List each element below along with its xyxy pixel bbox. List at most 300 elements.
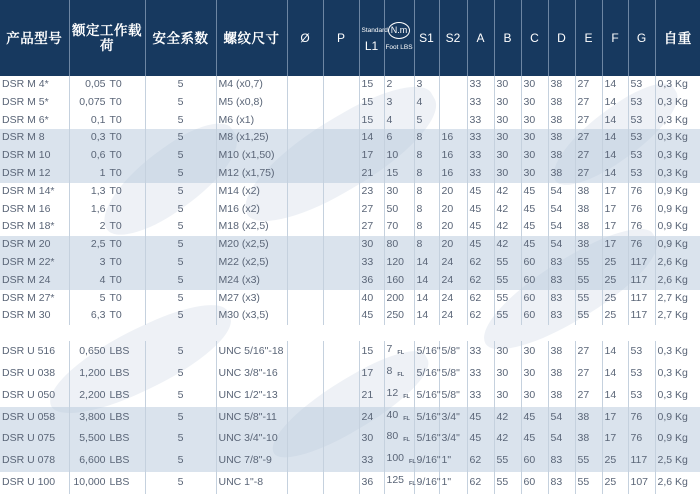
cell-f: 17 — [602, 236, 628, 254]
cell-diameter — [287, 307, 323, 325]
load-value: 0,075 — [79, 95, 106, 108]
cell-d: 83 — [548, 472, 575, 494]
col-load: 额定工作载荷 — [69, 0, 145, 76]
load-unit: T0 — [109, 291, 122, 304]
cell-torque — [384, 147, 414, 165]
table-row — [0, 236, 700, 254]
cell-f: 25 — [602, 272, 628, 290]
cell-p — [323, 147, 359, 165]
cell-p — [323, 472, 359, 494]
cell-p — [323, 94, 359, 112]
cell-a: 62 — [467, 254, 494, 272]
cell-thread: UNC 5/8"-11 — [216, 407, 287, 429]
cell-s2: 24 — [439, 254, 467, 272]
torque-value: 100 — [386, 452, 405, 465]
col-f: F — [602, 0, 628, 76]
cell-c: 60 — [521, 450, 548, 472]
col-weight: 自重 — [655, 0, 700, 76]
fl-mark: FL — [403, 437, 410, 444]
cell-a: 33 — [467, 385, 494, 407]
cell-load — [69, 363, 145, 385]
cell-thread: UNC 3/4"-10 — [216, 428, 287, 450]
cell-l1: 33 — [359, 254, 384, 272]
fl-mark: FL — [403, 393, 410, 400]
fl-mark: FL — [403, 415, 410, 422]
cell-d: 83 — [548, 307, 575, 325]
cell-safety: 5 — [145, 112, 216, 130]
cell-s1: 5/16" — [414, 341, 439, 363]
cell-safety: 5 — [145, 76, 216, 94]
cell-diameter — [287, 201, 323, 219]
cell-thread: M16 (x2) — [216, 201, 287, 219]
cell-p — [323, 363, 359, 385]
cell-p — [323, 183, 359, 201]
load-value: 2,200 — [79, 388, 106, 401]
cell-safety: 5 — [145, 385, 216, 407]
cell-l1: 45 — [359, 307, 384, 325]
cell-load — [69, 218, 145, 236]
cell-model: DSR U 078 — [0, 450, 69, 472]
cell-e: 38 — [575, 183, 602, 201]
cell-s2: 1" — [439, 450, 467, 472]
cell-weight: 0,9 Kg — [655, 407, 700, 429]
cell-b: 30 — [494, 129, 521, 147]
cell-b: 30 — [494, 165, 521, 183]
cell-f: 14 — [602, 112, 628, 130]
load-value: 2 — [99, 220, 106, 233]
cell-e: 38 — [575, 218, 602, 236]
col-g: G — [628, 0, 655, 76]
load-unit: LBS — [109, 366, 130, 379]
cell-diameter — [287, 165, 323, 183]
cell-a: 62 — [467, 450, 494, 472]
cell-s2: 16 — [439, 147, 467, 165]
cell-weight: 2,6 Kg — [655, 254, 700, 272]
cell-b: 30 — [494, 112, 521, 130]
cell-s1: 5 — [414, 112, 439, 130]
cell-thread: M22 (x2,5) — [216, 254, 287, 272]
load-value: 3 — [99, 255, 106, 268]
cell-load — [69, 112, 145, 130]
load-unit: T0 — [109, 309, 122, 322]
cell-d: 83 — [548, 450, 575, 472]
cell-weight: 0,3 Kg — [655, 363, 700, 385]
cell-e: 55 — [575, 290, 602, 308]
load-value: 0,05 — [85, 78, 106, 90]
table-row — [0, 428, 700, 450]
cell-f: 17 — [602, 201, 628, 219]
cell-diameter — [287, 272, 323, 290]
cell-weight: 0,3 Kg — [655, 76, 700, 94]
table-row — [0, 407, 700, 429]
cell-s1: 8 — [414, 165, 439, 183]
cell-d: 54 — [548, 407, 575, 429]
l1-standard-label: Standard — [361, 26, 388, 34]
l1-label: L1 — [364, 38, 379, 53]
torque-value: 70 — [386, 220, 399, 233]
cell-a: 62 — [467, 272, 494, 290]
cell-e: 55 — [575, 307, 602, 325]
cell-safety: 5 — [145, 165, 216, 183]
cell-g: 76 — [628, 428, 655, 450]
cell-a: 33 — [467, 112, 494, 130]
cell-load — [69, 407, 145, 429]
cell-l1: 36 — [359, 472, 384, 494]
cell-b: 55 — [494, 307, 521, 325]
cell-diameter — [287, 236, 323, 254]
cell-torque — [384, 428, 414, 450]
col-c: C — [521, 0, 548, 76]
cell-e: 27 — [575, 363, 602, 385]
cell-diameter — [287, 254, 323, 272]
cell-model: DSR M 14* — [0, 183, 69, 201]
cell-d: 38 — [548, 385, 575, 407]
cell-l1: 27 — [359, 218, 384, 236]
cell-l1: 14 — [359, 129, 384, 147]
cell-model: DSR U 038 — [0, 363, 69, 385]
table-row — [0, 94, 700, 112]
cell-s1: 8 — [414, 147, 439, 165]
torque-value: 40 — [386, 408, 399, 421]
cell-e: 27 — [575, 76, 602, 94]
cell-load — [69, 272, 145, 290]
table-row — [0, 363, 700, 385]
cell-weight: 2,5 Kg — [655, 450, 700, 472]
cell-s2: 5/8" — [439, 363, 467, 385]
cell-thread: M14 (x2) — [216, 183, 287, 201]
cell-model: DSR U 100 — [0, 472, 69, 494]
cell-a: 45 — [467, 201, 494, 219]
cell-weight: 0,3 Kg — [655, 147, 700, 165]
cell-d: 83 — [548, 290, 575, 308]
cell-s1: 4 — [414, 94, 439, 112]
cell-c: 30 — [521, 147, 548, 165]
table-row — [0, 385, 700, 407]
cell-s2: 24 — [439, 290, 467, 308]
load-unit: LBS — [109, 410, 130, 423]
cell-s1: 5/16" — [414, 428, 439, 450]
cell-safety: 5 — [145, 307, 216, 325]
cell-weight: 2,6 Kg — [655, 472, 700, 494]
load-value: 4 — [99, 273, 106, 286]
cell-diameter — [287, 290, 323, 308]
cell-safety: 5 — [145, 129, 216, 147]
cell-s2: 3/4" — [439, 428, 467, 450]
cell-thread: M8 (x1,25) — [216, 129, 287, 147]
cell-s1: 14 — [414, 254, 439, 272]
cell-e: 27 — [575, 112, 602, 130]
cell-safety: 5 — [145, 341, 216, 363]
col-a: A — [467, 0, 494, 76]
cell-g: 53 — [628, 112, 655, 130]
table-body — [0, 76, 700, 494]
cell-s1: 14 — [414, 290, 439, 308]
cell-s2: 20 — [439, 218, 467, 236]
cell-d: 38 — [548, 147, 575, 165]
load-value: 0,3 — [90, 131, 106, 144]
cell-l1: 33 — [359, 450, 384, 472]
cell-p — [323, 201, 359, 219]
load-value: 6,600 — [79, 454, 106, 467]
cell-d: 38 — [548, 341, 575, 363]
cell-f: 17 — [602, 407, 628, 429]
cell-l1: 21 — [359, 165, 384, 183]
cell-f: 14 — [602, 363, 628, 385]
table-row — [0, 183, 700, 201]
cell-thread: M4 (x0,7) — [216, 76, 287, 94]
cell-g: 53 — [628, 363, 655, 385]
cell-b: 42 — [494, 218, 521, 236]
table-row — [0, 201, 700, 219]
table-row — [0, 129, 700, 147]
cell-g: 117 — [628, 450, 655, 472]
cell-g: 53 — [628, 165, 655, 183]
cell-model: DSR M 30 — [0, 307, 69, 325]
cell-f: 25 — [602, 254, 628, 272]
cell-torque — [384, 218, 414, 236]
cell-load — [69, 341, 145, 363]
torque-value: 120 — [386, 255, 405, 268]
cell-s2: 16 — [439, 129, 467, 147]
cell-p — [323, 76, 359, 94]
torque-value: 7 — [386, 343, 393, 356]
cell-b: 55 — [494, 254, 521, 272]
cell-thread: M5 (x0,8) — [216, 94, 287, 112]
cell-thread: UNC 5/16"-18 — [216, 341, 287, 363]
table-row — [0, 450, 700, 472]
table-row — [0, 112, 700, 130]
cell-d: 38 — [548, 76, 575, 94]
cell-weight: 0,3 Kg — [655, 341, 700, 363]
cell-f: 14 — [602, 147, 628, 165]
col-model: 产品型号 — [0, 0, 69, 76]
cell-f: 25 — [602, 290, 628, 308]
cell-c: 60 — [521, 472, 548, 494]
cell-c: 45 — [521, 407, 548, 429]
cell-g: 76 — [628, 236, 655, 254]
torque-nm-icon: N.m — [388, 22, 410, 39]
cell-e: 27 — [575, 341, 602, 363]
cell-g: 117 — [628, 254, 655, 272]
cell-safety: 5 — [145, 450, 216, 472]
cell-model: DSR M 20 — [0, 236, 69, 254]
cell-safety: 5 — [145, 218, 216, 236]
cell-p — [323, 450, 359, 472]
cell-diameter — [287, 341, 323, 363]
cell-l1: 27 — [359, 201, 384, 219]
load-value: 1 — [99, 166, 106, 179]
cell-a: 62 — [467, 472, 494, 494]
cell-model: DSR U 516 — [0, 341, 69, 363]
cell-g: 117 — [628, 307, 655, 325]
cell-e: 55 — [575, 472, 602, 494]
cell-s2 — [439, 94, 467, 112]
cell-s2 — [439, 76, 467, 94]
cell-e: 27 — [575, 94, 602, 112]
cell-thread: M27 (x3) — [216, 290, 287, 308]
col-torque — [384, 0, 414, 76]
cell-model: DSR M 22* — [0, 254, 69, 272]
cell-g: 107 — [628, 472, 655, 494]
col-p: P — [323, 0, 359, 76]
cell-b: 55 — [494, 450, 521, 472]
cell-b: 30 — [494, 76, 521, 94]
cell-d: 83 — [548, 254, 575, 272]
load-value: 1,200 — [79, 366, 106, 379]
cell-e: 38 — [575, 407, 602, 429]
cell-safety: 5 — [145, 94, 216, 112]
cell-s2: 20 — [439, 201, 467, 219]
cell-f: 14 — [602, 94, 628, 112]
cell-a: 33 — [467, 363, 494, 385]
cell-s1: 9/16" — [414, 450, 439, 472]
cell-load — [69, 165, 145, 183]
col-b: B — [494, 0, 521, 76]
cell-e: 27 — [575, 165, 602, 183]
load-unit: T0 — [109, 273, 122, 286]
cell-a: 33 — [467, 76, 494, 94]
cell-c: 60 — [521, 290, 548, 308]
cell-p — [323, 218, 359, 236]
cell-g: 53 — [628, 385, 655, 407]
cell-c: 60 — [521, 307, 548, 325]
cell-diameter — [287, 407, 323, 429]
cell-load — [69, 450, 145, 472]
cell-torque — [384, 129, 414, 147]
cell-c: 30 — [521, 112, 548, 130]
cell-b: 30 — [494, 385, 521, 407]
load-unit: LBS — [109, 432, 130, 445]
cell-thread: M10 (x1,50) — [216, 147, 287, 165]
fl-mark: FL — [397, 371, 405, 378]
cell-a: 33 — [467, 129, 494, 147]
table-row — [0, 272, 700, 290]
cell-s1: 8 — [414, 183, 439, 201]
cell-f: 17 — [602, 218, 628, 236]
cell-safety: 5 — [145, 290, 216, 308]
cell-model: DSR M 5* — [0, 94, 69, 112]
cell-c: 30 — [521, 363, 548, 385]
cell-g: 117 — [628, 290, 655, 308]
cell-p — [323, 165, 359, 183]
cell-f: 25 — [602, 450, 628, 472]
cell-torque — [384, 363, 414, 385]
cell-diameter — [287, 363, 323, 385]
cell-diameter — [287, 183, 323, 201]
cell-model: DSR U 058 — [0, 407, 69, 429]
load-unit: T0 — [109, 255, 122, 268]
cell-load — [69, 201, 145, 219]
cell-safety: 5 — [145, 272, 216, 290]
cell-d: 38 — [548, 363, 575, 385]
cell-c: 45 — [521, 428, 548, 450]
cell-torque — [384, 112, 414, 130]
cell-safety: 5 — [145, 254, 216, 272]
cell-thread: UNC 7/8"-9 — [216, 450, 287, 472]
load-value: 5 — [99, 291, 106, 304]
cell-b: 42 — [494, 407, 521, 429]
load-unit: T0 — [109, 184, 122, 197]
cell-l1: 30 — [359, 236, 384, 254]
cell-thread: M6 (x1) — [216, 112, 287, 130]
cell-c: 60 — [521, 272, 548, 290]
cell-e: 55 — [575, 272, 602, 290]
col-s1: S1 — [414, 0, 439, 76]
cell-p — [323, 290, 359, 308]
cell-s1: 8 — [414, 129, 439, 147]
table-row — [0, 165, 700, 183]
cell-diameter — [287, 218, 323, 236]
load-value: 1,3 — [90, 184, 106, 197]
cell-f: 14 — [602, 129, 628, 147]
load-unit: T0 — [109, 220, 122, 233]
cell-l1: 24 — [359, 407, 384, 429]
load-unit: LBS — [109, 454, 130, 467]
cell-d: 54 — [548, 236, 575, 254]
cell-d: 83 — [548, 272, 575, 290]
section-gap-cell — [0, 325, 700, 341]
cell-model: DSR M 12 — [0, 165, 69, 183]
torque-value: 2 — [386, 78, 393, 90]
cell-model: DSR M 10 — [0, 147, 69, 165]
cell-l1: 15 — [359, 76, 384, 94]
torque-value: 80 — [386, 238, 399, 251]
cell-s1: 14 — [414, 307, 439, 325]
cell-g: 117 — [628, 272, 655, 290]
torque-value: 4 — [386, 113, 393, 126]
cell-l1: 17 — [359, 147, 384, 165]
cell-load — [69, 183, 145, 201]
torque-value: 8 — [386, 364, 393, 377]
cell-d: 38 — [548, 129, 575, 147]
torque-value: 15 — [386, 166, 399, 179]
torque-unit-label: Foot LBS — [385, 43, 413, 51]
cell-g: 76 — [628, 218, 655, 236]
torque-value: 200 — [386, 291, 405, 304]
cell-diameter — [287, 472, 323, 494]
cell-torque — [384, 76, 414, 94]
cell-p — [323, 407, 359, 429]
table-row — [0, 307, 700, 325]
load-unit: LBS — [109, 388, 130, 401]
cell-model: DSR M 27* — [0, 290, 69, 308]
cell-p — [323, 385, 359, 407]
load-value: 1,6 — [90, 202, 106, 215]
load-value: 6,3 — [90, 309, 106, 322]
cell-l1: 23 — [359, 183, 384, 201]
cell-torque — [384, 341, 414, 363]
cell-torque — [384, 94, 414, 112]
cell-f: 14 — [602, 385, 628, 407]
cell-f: 17 — [602, 183, 628, 201]
cell-model: DSR M 16 — [0, 201, 69, 219]
cell-b: 42 — [494, 183, 521, 201]
cell-l1: 40 — [359, 290, 384, 308]
cell-e: 38 — [575, 428, 602, 450]
cell-g: 53 — [628, 76, 655, 94]
cell-torque — [384, 450, 414, 472]
cell-c: 30 — [521, 94, 548, 112]
cell-load — [69, 307, 145, 325]
cell-a: 45 — [467, 236, 494, 254]
torque-value: 6 — [386, 131, 393, 144]
cell-s2: 20 — [439, 236, 467, 254]
cell-s2: 16 — [439, 165, 467, 183]
cell-model: DSR M 18* — [0, 218, 69, 236]
cell-thread: M18 (x2,5) — [216, 218, 287, 236]
cell-p — [323, 341, 359, 363]
fl-mark: FL — [397, 350, 405, 357]
